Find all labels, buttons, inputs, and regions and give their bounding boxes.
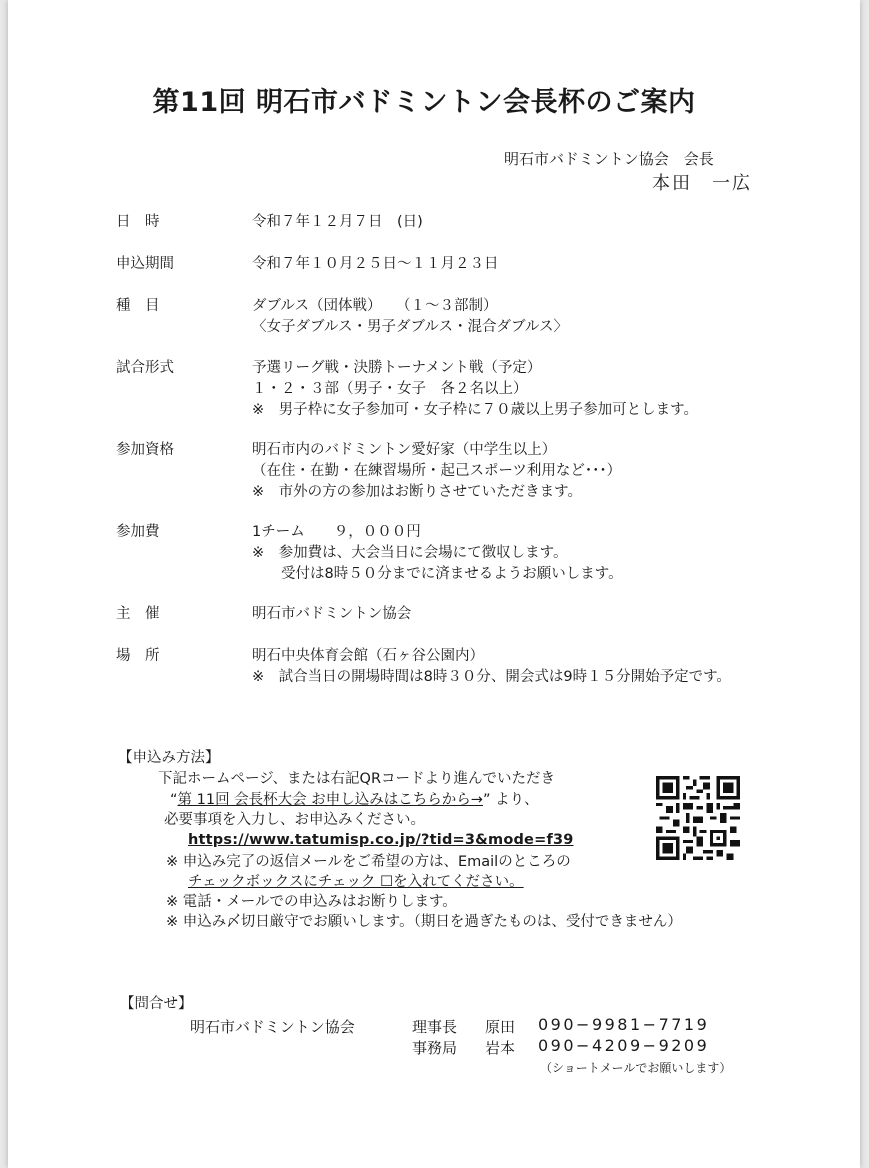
format-line-1: 予選リーグ戦・決勝トーナメント戦（予定） [252, 360, 542, 376]
venue-line-2: ※ 試合当日の開場時間は8時３０分、開会式は9時１５分開始予定です。 [252, 669, 731, 685]
value-date: 令和７年１２月７日 (日) [252, 214, 423, 230]
apply-line-1: 下記ホームページ、または右記QRコードより進んでいただき [158, 771, 556, 787]
chair-name: 本田 一広 [652, 173, 752, 194]
contact-note: （ショートメールでお願いします） [540, 1061, 732, 1075]
value-eligibility [252, 440, 852, 503]
value-host: 明石市バドミントン協会 [252, 606, 412, 622]
label-eligibility: 参加資格 [116, 442, 174, 458]
eligibility-line-1: 明石市内のバドミントン愛好家（中学生以上） [252, 442, 557, 458]
eligibility-line-2: （在住・在勤・在練習場所・起己スポーツ利用など･･･） [252, 463, 622, 479]
value-venue [252, 646, 852, 688]
format-line-3: ※ 男子枠に女子参加可・女子枠に７０歳以上男子参加可とします。 [252, 402, 698, 418]
apply-note-3: ※ 申込み〆切日厳守でお願いします。（期日を過ぎたものは、受付できません） [166, 914, 682, 930]
label-host: 主 催 [116, 606, 160, 622]
event-line-2: 〈女子ダブルス・男子ダブルス・混合ダブルス〉 [252, 319, 568, 335]
contact-heading: 【問合せ】 [120, 996, 193, 1012]
apply-note-1a: ※ 申込み完了の返信メールをご希望の方は、Emailのところの [166, 854, 571, 870]
event-line-1: ダブルス（団体戦） （１～３部制） [252, 298, 498, 314]
contact-role-2: 事務局 [412, 1039, 458, 1057]
fee-line-3: 受付は8時５０分までに済ませるようお願いします。 [252, 566, 623, 582]
format-line-2: １・２・３部（男子・女子 各２名以上） [252, 381, 528, 397]
apply-heading: 【申込み方法】 [118, 750, 220, 766]
label-format: 試合形式 [116, 360, 174, 376]
contact-name-1: 原田 [485, 1018, 516, 1036]
apply-line-3: 必要事項を入力し、お申込みください。 [164, 812, 425, 828]
label-fee: 参加費 [116, 524, 160, 540]
label-period: 申込期間 [116, 256, 174, 272]
qr-code-icon[interactable] [656, 776, 740, 860]
quote-open: “ [170, 792, 178, 808]
value-event [252, 296, 852, 338]
contact-name-2: 岩本 [485, 1039, 516, 1057]
contact-phone-2[interactable]: 090−4209−9209 [538, 1036, 710, 1055]
fee-line-2: ※ 参加費は、大会当日に会場にて徴収します。 [252, 545, 568, 561]
contact-org: 明石市バドミントン協会 [190, 1018, 355, 1036]
value-fee [252, 522, 852, 585]
apply-note-2: ※ 電話・メールでの申込みはお断りします。 [166, 894, 457, 910]
contact-role-1: 理事長 [412, 1018, 458, 1036]
quote-close: ” より、 [482, 792, 539, 808]
apply-form-link[interactable]: 第 11回 会長杯大会 お申し込みはこちらから→ [177, 792, 483, 808]
document-page [8, 0, 860, 1168]
apply-line-2 [170, 790, 539, 811]
label-date: 日 時 [116, 214, 160, 230]
value-period: 令和７年１０月２５日～１１月２３日 [252, 256, 499, 272]
label-event: 種 目 [116, 298, 160, 314]
label-venue: 場 所 [116, 648, 160, 664]
fee-line-1: 1チーム ９，０００円 [252, 524, 421, 540]
apply-note-1b: チェックボックスにチェック ☐を入れてください。 [188, 874, 524, 890]
eligibility-line-3: ※ 市外の方の参加はお断りさせていただきます。 [252, 484, 582, 500]
value-format [252, 358, 852, 421]
page-title: 第11回 明石市バドミントン会長杯のご案内 [152, 87, 696, 118]
venue-line-1: 明石中央体育会館（石ヶ谷公園内） [252, 648, 484, 664]
apply-url-link[interactable]: https://www.tatumisp.co.jp/?tid=3&mode=f39 [188, 832, 574, 848]
contact-phone-1[interactable]: 090−9981−7719 [538, 1015, 710, 1034]
organizer-line: 明石市バドミントン協会 会長 [504, 150, 714, 168]
